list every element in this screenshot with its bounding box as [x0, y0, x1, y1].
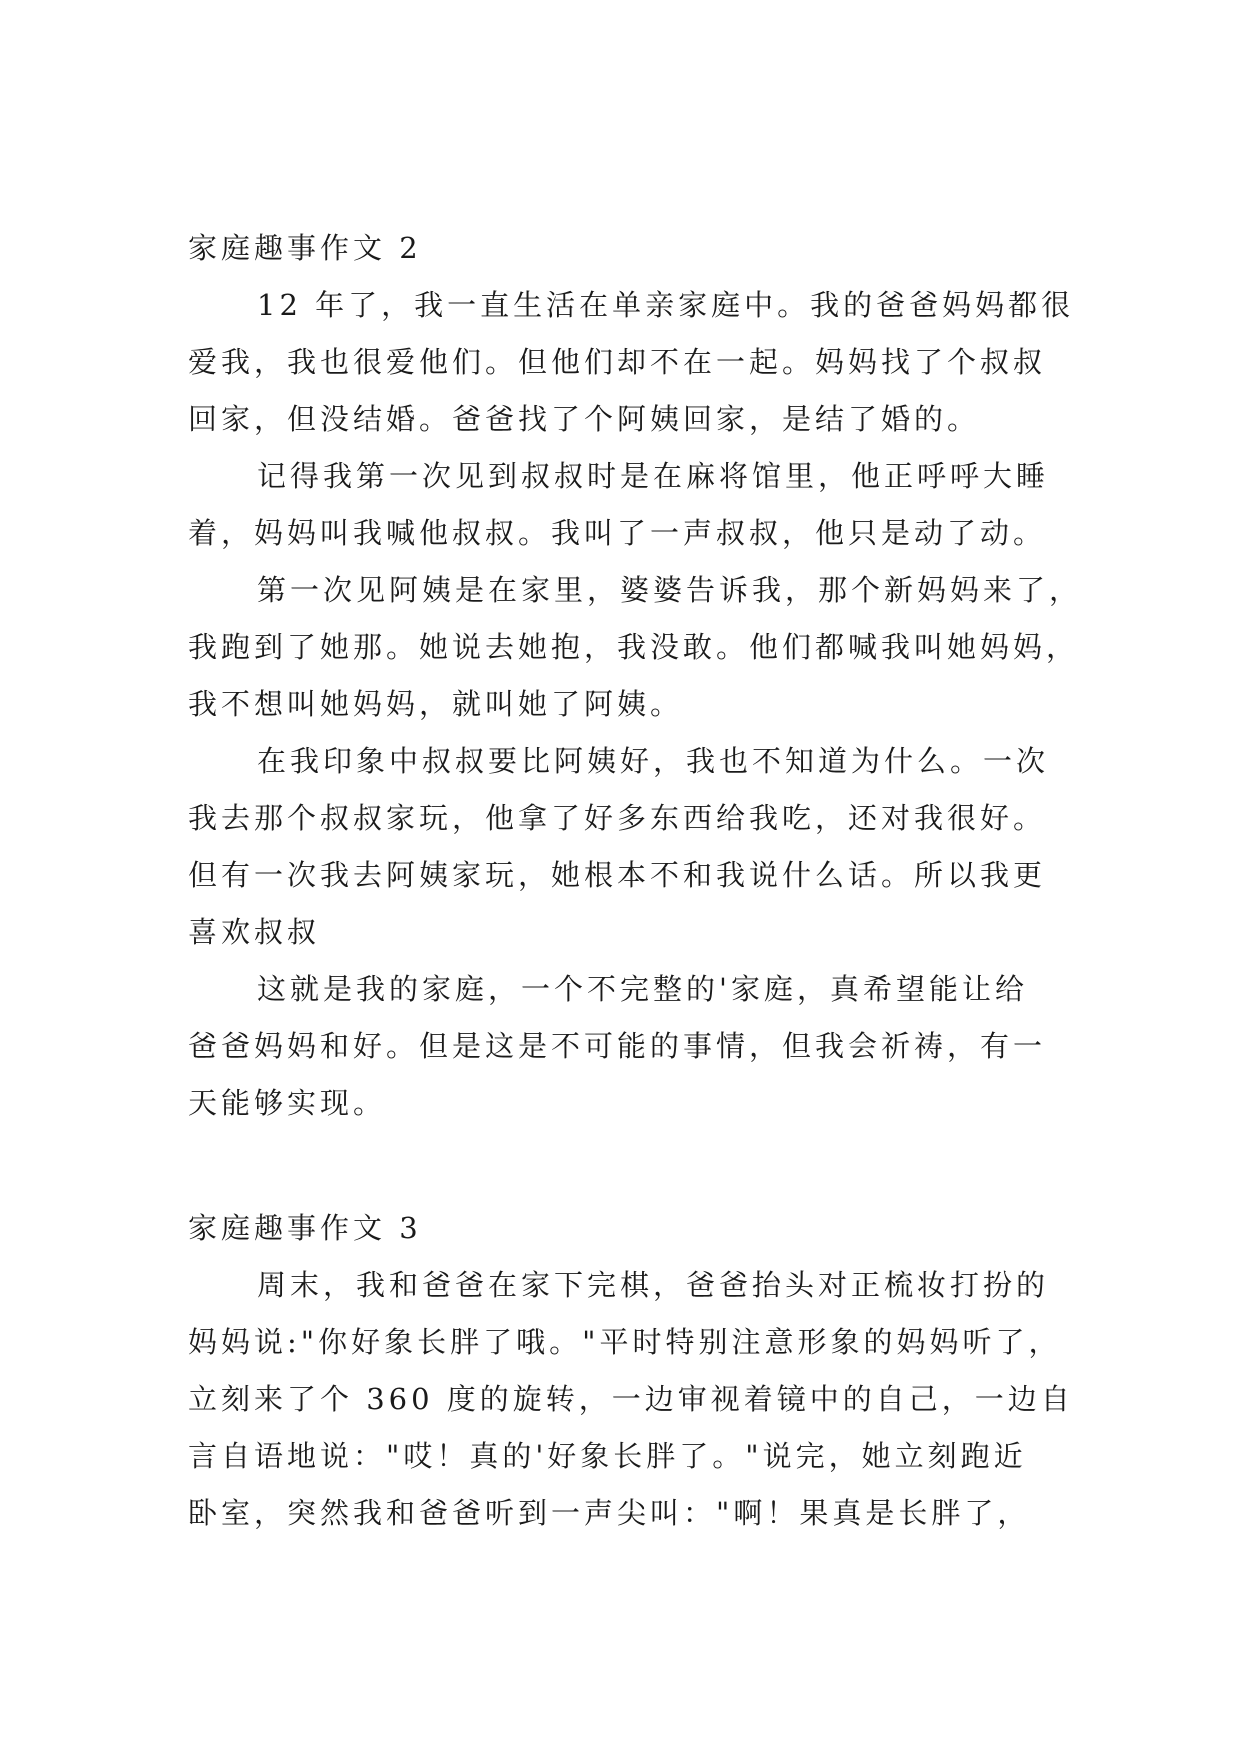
paragraph-line: 我不想叫她妈妈，就叫她了阿姨。: [188, 687, 684, 721]
paragraph-line: 第一次见阿姨是在家里，婆婆告诉我，那个新妈妈来了，: [257, 573, 1083, 607]
paragraph-line: 周末，我和爸爸在家下完棋，爸爸抬头对正梳妆打扮的: [257, 1268, 1050, 1302]
paragraph-line: 我去那个叔叔家玩，他拿了好多东西给我吃，还对我很好。: [188, 801, 1047, 835]
paragraph-line: 在我印象中叔叔要比阿姨好，我也不知道为什么。一次: [257, 744, 1050, 778]
paragraph-line: 这就是我的家庭，一个不完整的'家庭，真希望能让给: [257, 972, 1028, 1006]
paragraph-line: 卧室，突然我和爸爸听到一声尖叫："啊！果真是长胖了，: [188, 1496, 1031, 1530]
paragraph-line: 喜欢叔叔: [188, 915, 321, 949]
paragraph-line: 但有一次我去阿姨家玩，她根本不和我说什么话。所以我更: [188, 858, 1047, 892]
paragraph-line: 记得我第一次见到叔叔时是在麻将馆里，他正呼呼大睡: [257, 459, 1050, 493]
section-3-title: 家庭趣事作文 3: [188, 1211, 422, 1245]
paragraph-line: 我跑到了她那。她说去她抱，我没敢。他们都喊我叫她妈妈，: [188, 630, 1080, 664]
paragraph-line: 天能够实现。: [188, 1086, 387, 1120]
paragraph-line: 爸爸妈妈和好。但是这是不可能的事情，但我会祈祷，有一: [188, 1029, 1047, 1063]
paragraph-line: 立刻来了个 360 度的旋转，一边审视着镜中的自己，一边自: [188, 1382, 1074, 1416]
paragraph-line: 12 年了，我一直生活在单亲家庭中。我的爸爸妈妈都很: [257, 288, 1075, 322]
paragraph-line: 着，妈妈叫我喊他叔叔。我叫了一声叔叔，他只是动了动。: [188, 516, 1047, 550]
paragraph-line: 言自语地说："哎！真的'好象长胖了。"说完，她立刻跑近: [188, 1439, 1027, 1473]
paragraph-line: 妈妈说:"你好象长胖了哦。"平时特别注意形象的妈妈听了，: [188, 1325, 1062, 1359]
paragraph-line: 回家，但没结婚。爸爸找了个阿姨回家，是结了婚的。: [188, 402, 981, 436]
section-2-title: 家庭趣事作文 2: [188, 231, 422, 265]
paragraph-line: 爱我，我也很爱他们。但他们却不在一起。妈妈找了个叔叔: [188, 345, 1047, 379]
